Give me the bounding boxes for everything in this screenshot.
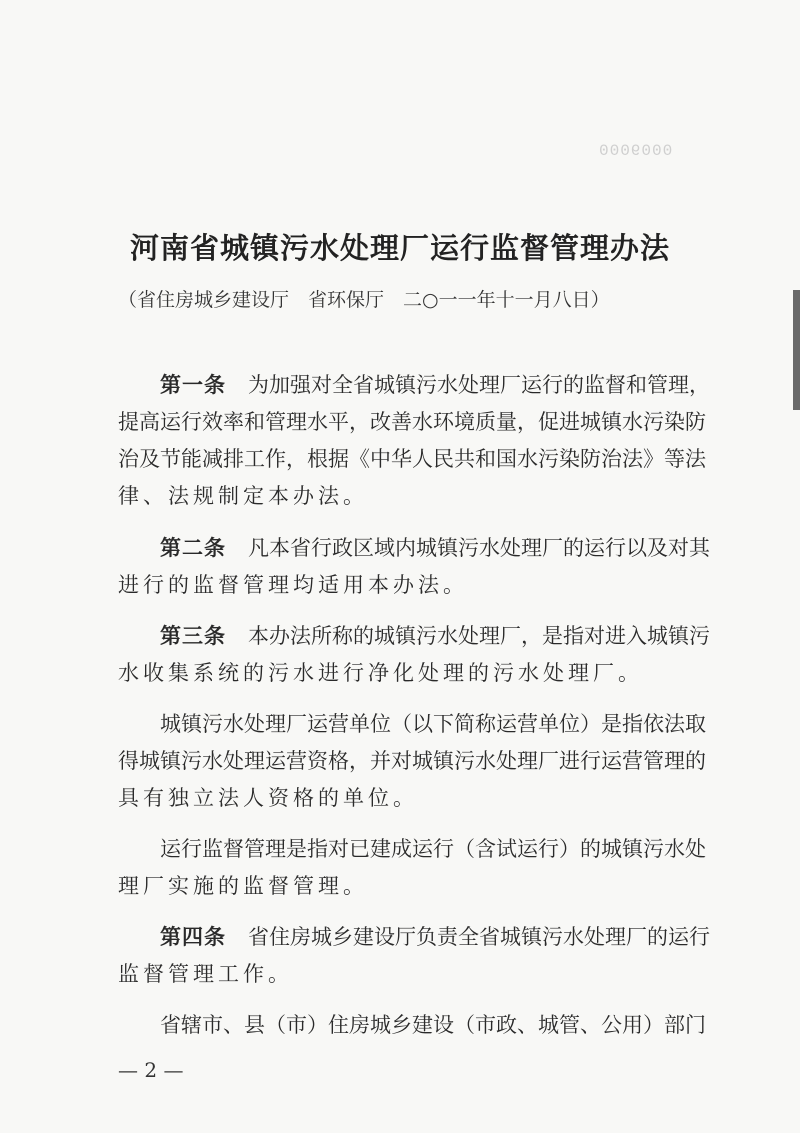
article-heading: 第三条 [160, 623, 226, 648]
line-text: 凡本省行政区域内城镇污水处理厂的运行以及对其 [248, 536, 710, 560]
paragraph-supervision-line-2: 理厂实施的监督管理。 [118, 874, 368, 898]
document-title: 河南省城镇污水处理厂运行监督管理办法 [129, 231, 670, 265]
article-1-line-3: 治及节能减排工作，根据《中华人民共和国水污染防治法》等法 [118, 447, 706, 471]
line-text: 为加强对全省城镇污水处理厂运行的监督和管理， [248, 373, 710, 397]
article-heading: 第四条 [160, 924, 226, 949]
article-heading: 第一条 [160, 372, 226, 397]
bleed-through-serial-number: 0009000 [598, 142, 673, 160]
article-4-line-2: 监督管理工作。 [118, 962, 293, 986]
line-text: 省住房城乡建设厅负责全省城镇污水处理厂的运行 [248, 925, 710, 949]
article-1-line-4: 律、法规制定本办法。 [118, 484, 368, 508]
article-3-line-2: 水收集系统的污水进行净化处理的污水处理厂。 [118, 661, 643, 685]
paragraph-supervision-line-1: 运行监督管理是指对已建成运行（含试运行）的城镇污水处 [160, 837, 706, 861]
page-number: — 2 — [118, 1058, 184, 1082]
paragraph-operator-line-1: 城镇污水处理厂运营单位（以下简称运营单位）是指依法取 [160, 712, 706, 736]
article-3-line-1 [160, 623, 710, 649]
scan-edge-shadow [793, 290, 800, 410]
document-issuer-date: （省住房城乡建设厅 省环保厅 二○一一年十一月八日） [118, 289, 610, 311]
paragraph-local-dept-line-1: 省辖市、县（市）住房城乡建设（市政、城管、公用）部门 [160, 1013, 706, 1037]
article-2-line-1 [160, 535, 710, 561]
article-4-line-1 [160, 924, 710, 950]
article-1-line-1 [160, 372, 710, 398]
article-heading: 第二条 [160, 535, 226, 560]
article-1-line-2: 提高运行效率和管理水平，改善水环境质量，促进城镇水污染防 [118, 410, 706, 434]
paragraph-operator-line-3: 具有独立法人资格的单位。 [118, 786, 418, 810]
paragraph-operator-line-2: 得城镇污水处理运营资格，并对城镇污水处理厂进行运营管理的 [118, 749, 706, 773]
article-2-line-2: 进行的监督管理均适用本办法。 [118, 573, 468, 597]
line-text: 本办法所称的城镇污水处理厂，是指对进入城镇污 [248, 624, 710, 648]
